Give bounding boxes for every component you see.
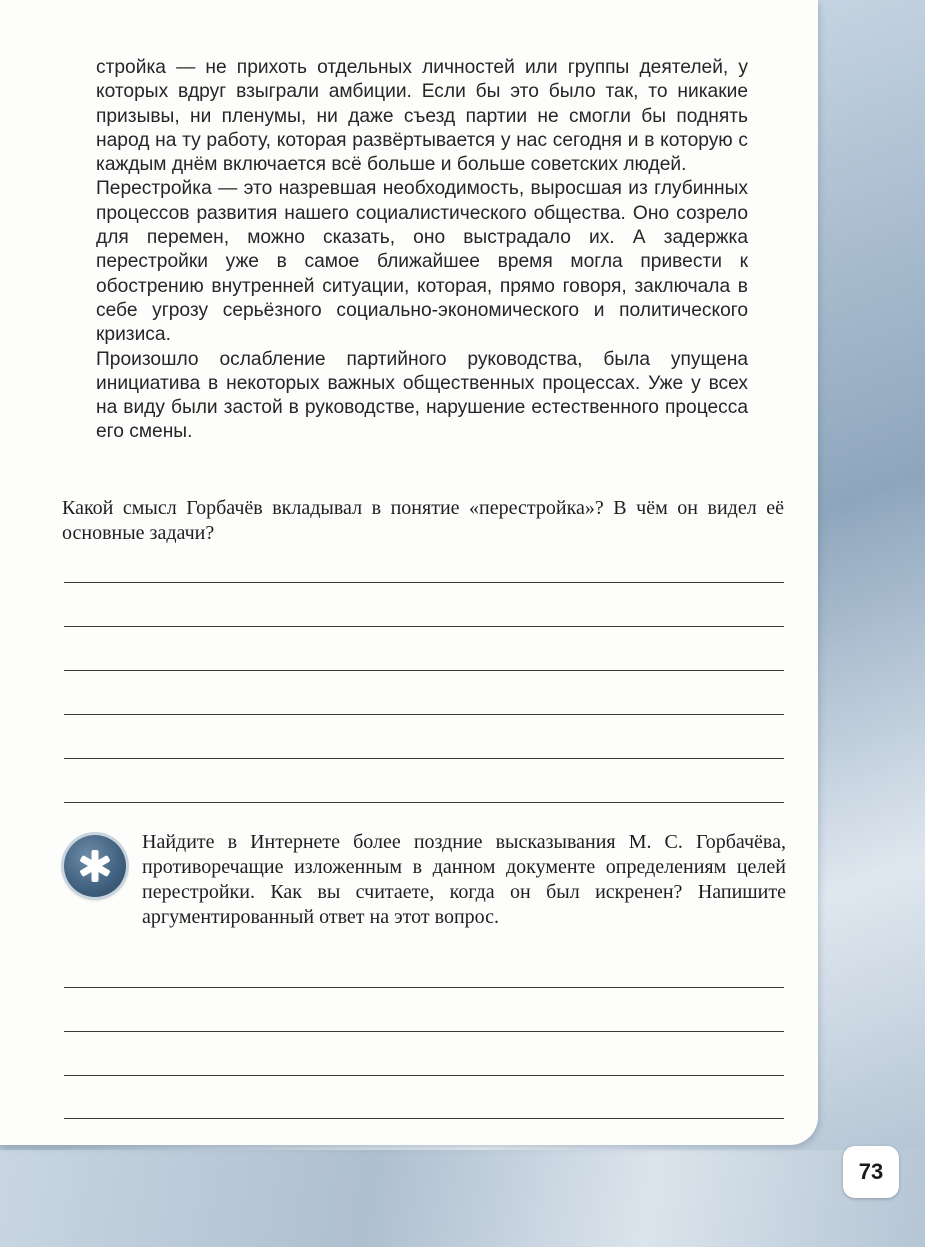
quote-paragraph: стройка — не прихоть отдельных личностей или группы деятелей, у которых вдруг взыграли амбиции. Если бы это было так, то никакие призывы, ни пленумы, ни даже съезд партии не смогли бы поднять народ на ту работу, которая развёртывается у нас сегодня и в которую с каждым днём включается всё больше и больше советских людей. [96, 57, 748, 176]
page-number: 73 [843, 1146, 899, 1198]
answer-line[interactable] [64, 582, 784, 583]
answer-line[interactable] [64, 1075, 784, 1076]
answer-line[interactable] [64, 987, 784, 988]
answer-line[interactable] [64, 1118, 784, 1119]
answer-line[interactable] [64, 802, 784, 803]
answer-line[interactable] [64, 758, 784, 759]
answer-line[interactable] [64, 670, 784, 671]
answer-line[interactable] [64, 626, 784, 627]
question-text: Какой смысл Горбачёв вкладывал в понятие «перестройка»? В чём он видел её основные задачи? [62, 497, 784, 544]
document-quote [96, 56, 748, 445]
background-shape [805, 0, 925, 1247]
task-text: Найдите в Интернете более поздние высказывания М. С. Горбачёва, противоречащие изложенным в данном документе определениям целей перестройки. Как вы считаете, когда он был искренен? Напишите аргументированный ответ на этот вопрос. [142, 831, 786, 928]
answer-line[interactable] [64, 714, 784, 715]
quote-paragraph: Произошло ослабление партийного руководства, была упущена инициатива в некоторых важных общественных процессах. Уже у всех на виду были застой в руководстве, нарушение естественного процесса его смены. [96, 348, 748, 443]
asterisk-badge [64, 835, 126, 897]
quote-paragraph: Перестройка — это назревшая необходимость, выросшая из глубинных процессов развития нашего социалистического общества. Оно созрело для перемен, можно сказать, оно выстрадало их. А задержка перестройки уже в самое ближайшее время могла привести к обострению внутренней ситуации, которая, прямо говоря, заключала в себе угрозу серьёзного социально-экономического и политического кризиса. [96, 178, 748, 346]
answer-line[interactable] [64, 1031, 784, 1032]
background-shape [0, 1150, 925, 1247]
asterisk-icon [76, 847, 114, 885]
